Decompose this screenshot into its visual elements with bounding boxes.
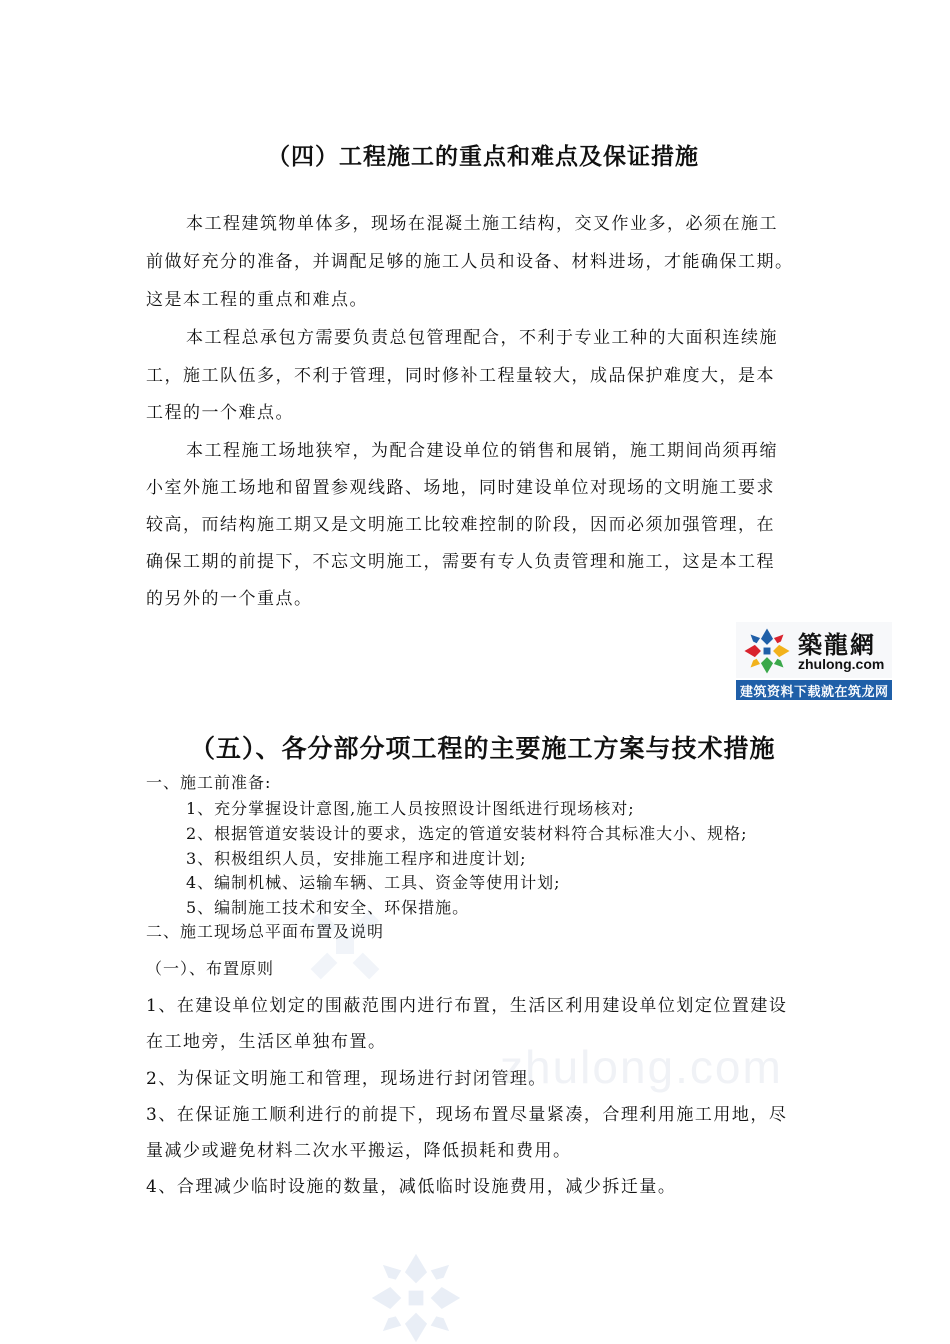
section4-line-9: 较高，而结构施工期又是文明施工比较难控制的阶段，因而必须加强管理，在 [146, 515, 775, 535]
principle-line-1: 1、在建设单位划定的围蔽范围内进行布置，生活区利用建设单位划定位置建设 [146, 996, 788, 1016]
section4-line-4: 本工程总承包方需要负责总包管理配合，不利于专业工种的大面积连续施 [186, 328, 778, 348]
prep-item-1: 1、充分掌握设计意图,施工人员按照设计图纸进行现场核对; [186, 799, 635, 818]
section4-line-2: 前做好充分的准备，并调配足够的施工人员和设备、材料进场，才能确保工期。 [146, 252, 794, 272]
prep-item-3: 3、积极组织人员，安排施工程序和进度计划; [186, 849, 527, 868]
section4-title: （四）工程施工的重点和难点及保证措施 [267, 143, 699, 170]
prep-item-5: 5、编制施工技术和安全、环保措施。 [186, 898, 470, 917]
principle-line-2: 在工地旁，生活区单独布置。 [146, 1032, 387, 1052]
section4-line-1: 本工程建筑物单体多，现场在混凝土施工结构，交叉作业多，必须在施工 [186, 214, 778, 234]
principle-line-6: 4、合理减少临时设施的数量，减低临时设施费用，减少拆迁量。 [146, 1177, 677, 1197]
logo-url[interactable]: zhulong.com [798, 656, 885, 672]
principle-line-4: 3、在保证施工顺利进行的前提下，现场布置尽量紧凑，合理利用施工用地，尽 [146, 1105, 788, 1125]
section4-line-7: 本工程施工场地狭窄，为配合建设单位的销售和展销，施工期间尚须再缩 [186, 441, 778, 461]
prep-item-2: 2、根据管道安装设计的要求，选定的管道安装材料符合其标准大小、规格; [186, 824, 748, 843]
section4-line-6: 工程的一个难点。 [146, 403, 294, 423]
principle-line-5: 量减少或避免材料二次水平搬运，降低损耗和费用。 [146, 1141, 572, 1161]
layout-heading: 二、施工现场总平面布置及说明 [146, 922, 385, 941]
section4-line-10: 确保工期的前提下，不忘文明施工，需要有专人负责管理和施工，这是本工程 [146, 552, 775, 572]
watermark-snowflake-icon-bottom [370, 1252, 462, 1344]
logo-slogan-bar [736, 680, 892, 700]
section4-line-3: 这是本工程的重点和难点。 [146, 290, 368, 310]
section4-line-8: 小室外施工场地和留置参观线路、场地，同时建设单位对现场的文明施工要求 [146, 478, 775, 498]
watermark-text: zhulong.com [500, 1041, 783, 1093]
prep-heading: 一、施工前准备: [146, 773, 272, 792]
prep-item-4: 4、编制机械、运输车辆、工具、资金等使用计划; [186, 873, 561, 892]
section4-line-11: 的另外的一个重点。 [146, 589, 313, 609]
zhulong-snowflake-icon [739, 625, 795, 677]
logo-header [736, 622, 892, 678]
section4-line-5: 工，施工队伍多，不利于管理，同时修补工程量较大，成品保护难度大，是本 [146, 366, 775, 386]
section5-title: （五）、各分部分项工程的主要施工方案与技术措施 [190, 734, 776, 763]
zhulong-logo[interactable] [736, 622, 892, 700]
logo-name: 築龍網 [798, 630, 876, 659]
principle-heading: （一）、布置原则 [146, 959, 275, 978]
principle-line-3: 2、为保证文明施工和管理，现场进行封闭管理。 [146, 1069, 547, 1089]
logo-slogan: 建筑资料下载就在筑龙网 [740, 685, 889, 700]
